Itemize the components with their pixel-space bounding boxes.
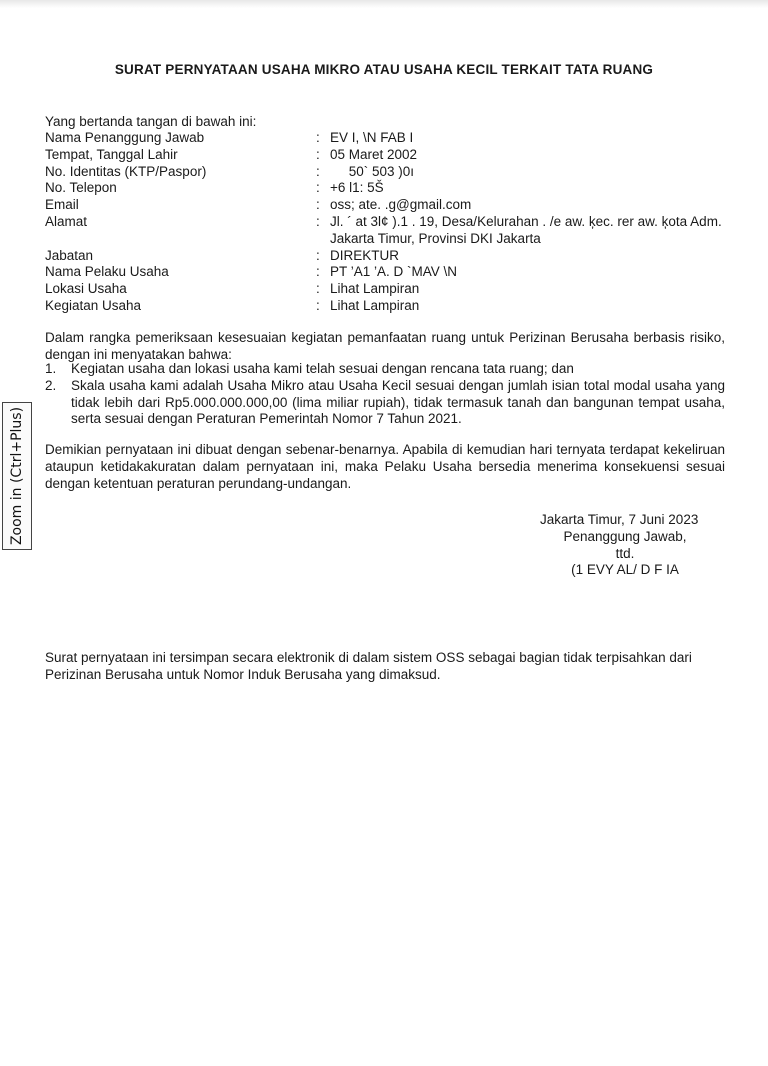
field-row-email bbox=[45, 197, 735, 214]
field-colon: : bbox=[316, 281, 320, 297]
field-value: DIREKTUR bbox=[330, 247, 400, 263]
field-colon: : bbox=[316, 213, 320, 229]
list-number: 2. bbox=[45, 377, 57, 393]
field-colon: : bbox=[316, 146, 320, 162]
zoom-hint-label: Zoom in (Ctrl+Plus) bbox=[9, 406, 25, 546]
list-item bbox=[45, 378, 725, 428]
field-label: No. Identitas (KTP/Paspor) bbox=[45, 163, 207, 179]
field-colon: : bbox=[316, 247, 320, 263]
field-label: Tempat, Tanggal Lahir bbox=[45, 146, 178, 162]
intro-text: Yang bertanda tangan di bawah ini: bbox=[45, 114, 257, 129]
field-colon: : bbox=[316, 163, 320, 179]
footer-note: Surat pernyataan ini tersimpan secara elektronik di dalam sistem OSS sebagai bagian tidak terpisahkan dari Perizinan Berusaha untuk Nomor Induk Berusaha yang dimaksud. bbox=[45, 650, 692, 682]
field-value: Lihat Lampiran bbox=[330, 297, 420, 313]
document-title: SURAT PERNYATAAN USAHA MIKRO ATAU USAHA KECIL TERKAIT TATA RUANG bbox=[114, 62, 654, 77]
field-row-nama bbox=[45, 130, 735, 147]
signature-block bbox=[530, 512, 720, 579]
field-label: Nama Penanggung Jawab bbox=[45, 130, 205, 145]
field-label: Alamat bbox=[45, 213, 88, 229]
field-row-ttl bbox=[45, 147, 735, 164]
field-value: oss; ate. .g@gmail.com bbox=[330, 197, 472, 213]
field-label: Nama Pelaku Usaha bbox=[45, 264, 169, 280]
field-row-pelaku-usaha bbox=[45, 264, 735, 281]
top-edge bbox=[0, 0, 768, 8]
signature-name: (1 EVY AL/ D F IA bbox=[571, 562, 679, 578]
statement-paragraph: Dalam rangka pemeriksaan kesesuaian kegiatan pemanfaatan ruang untuk Perizinan Berusaha berbasis risiko, dengan ini menyatakan bahwa: bbox=[45, 330, 725, 362]
field-row-telepon bbox=[45, 180, 735, 197]
field-value: Lihat Lampiran bbox=[330, 281, 420, 297]
field-value: Jl. ´ at 3l¢ ).1 . 19, Desa/Kelurahan . /e aw. ķec. rer aw. ķota Adm. Jakarta Timur, Provinsi DKI Jakarta bbox=[330, 213, 722, 246]
field-colon: : bbox=[316, 297, 320, 313]
field-colon: : bbox=[316, 264, 320, 280]
field-colon: : bbox=[316, 130, 320, 145]
field-value: EV I, \N FAB I bbox=[330, 130, 414, 145]
field-value: PT ’A1 ’A. D `MAV \N bbox=[330, 264, 458, 280]
field-label: Lokasi Usaha bbox=[45, 281, 127, 297]
list-text: Skala usaha kami adalah Usaha Mikro atau Usaha Kecil sesuai dengan jumlah isian total modal usaha yang tidak lebih dari Rp5.000.000.000,00 (lima miliar rupiah), tidak termasuk tanah dan bangunan tempat usaha, serta sesuai dengan Peraturan Pemerintah Nomor 7 Tahun 2021. bbox=[71, 377, 725, 427]
field-colon: : bbox=[316, 197, 320, 213]
field-row-identitas bbox=[45, 164, 735, 181]
list-text: Kegiatan usaha dan lokasi usaha kami telah sesuai dengan rencana tata ruang; dan bbox=[71, 361, 574, 376]
list-number: 1. bbox=[45, 361, 57, 376]
field-label: No. Telepon bbox=[45, 180, 117, 196]
field-row-lokasi bbox=[45, 281, 735, 298]
field-row-alamat bbox=[45, 214, 735, 248]
field-value: 05 Maret 2002 bbox=[330, 146, 418, 162]
field-label: Email bbox=[45, 197, 79, 213]
field-value: 50` 503 )0ı bbox=[330, 163, 415, 179]
field-label: Kegiatan Usaha bbox=[45, 297, 142, 313]
field-colon: : bbox=[316, 180, 320, 196]
identity-fields bbox=[45, 130, 735, 315]
signature-place-date: Jakarta Timur, 7 Juni 2023 bbox=[540, 512, 699, 527]
statement-list bbox=[45, 361, 725, 428]
list-item bbox=[45, 361, 725, 378]
zoom-hint-tooltip[interactable] bbox=[2, 402, 32, 550]
signature-role: Penanggung Jawab, bbox=[563, 528, 687, 544]
field-label: Jabatan bbox=[45, 247, 94, 263]
closing-paragraph: Demikian pernyataan ini dibuat dengan sebenar-benarnya. Apabila di kemudian hari ternyata terdapat kekeliruan ataupun ketidakakuratan dalam pernyataan ini, maka Pelaku Usaha bersedia menerima konsekuensi sesuai dengan ketentuan peraturan perundang-undangan. bbox=[45, 442, 725, 491]
field-value: +6 l1: 5Š bbox=[330, 180, 384, 196]
field-row-kegiatan bbox=[45, 298, 735, 315]
field-row-jabatan bbox=[45, 248, 735, 265]
signature-ttd: ttd. bbox=[615, 545, 635, 561]
